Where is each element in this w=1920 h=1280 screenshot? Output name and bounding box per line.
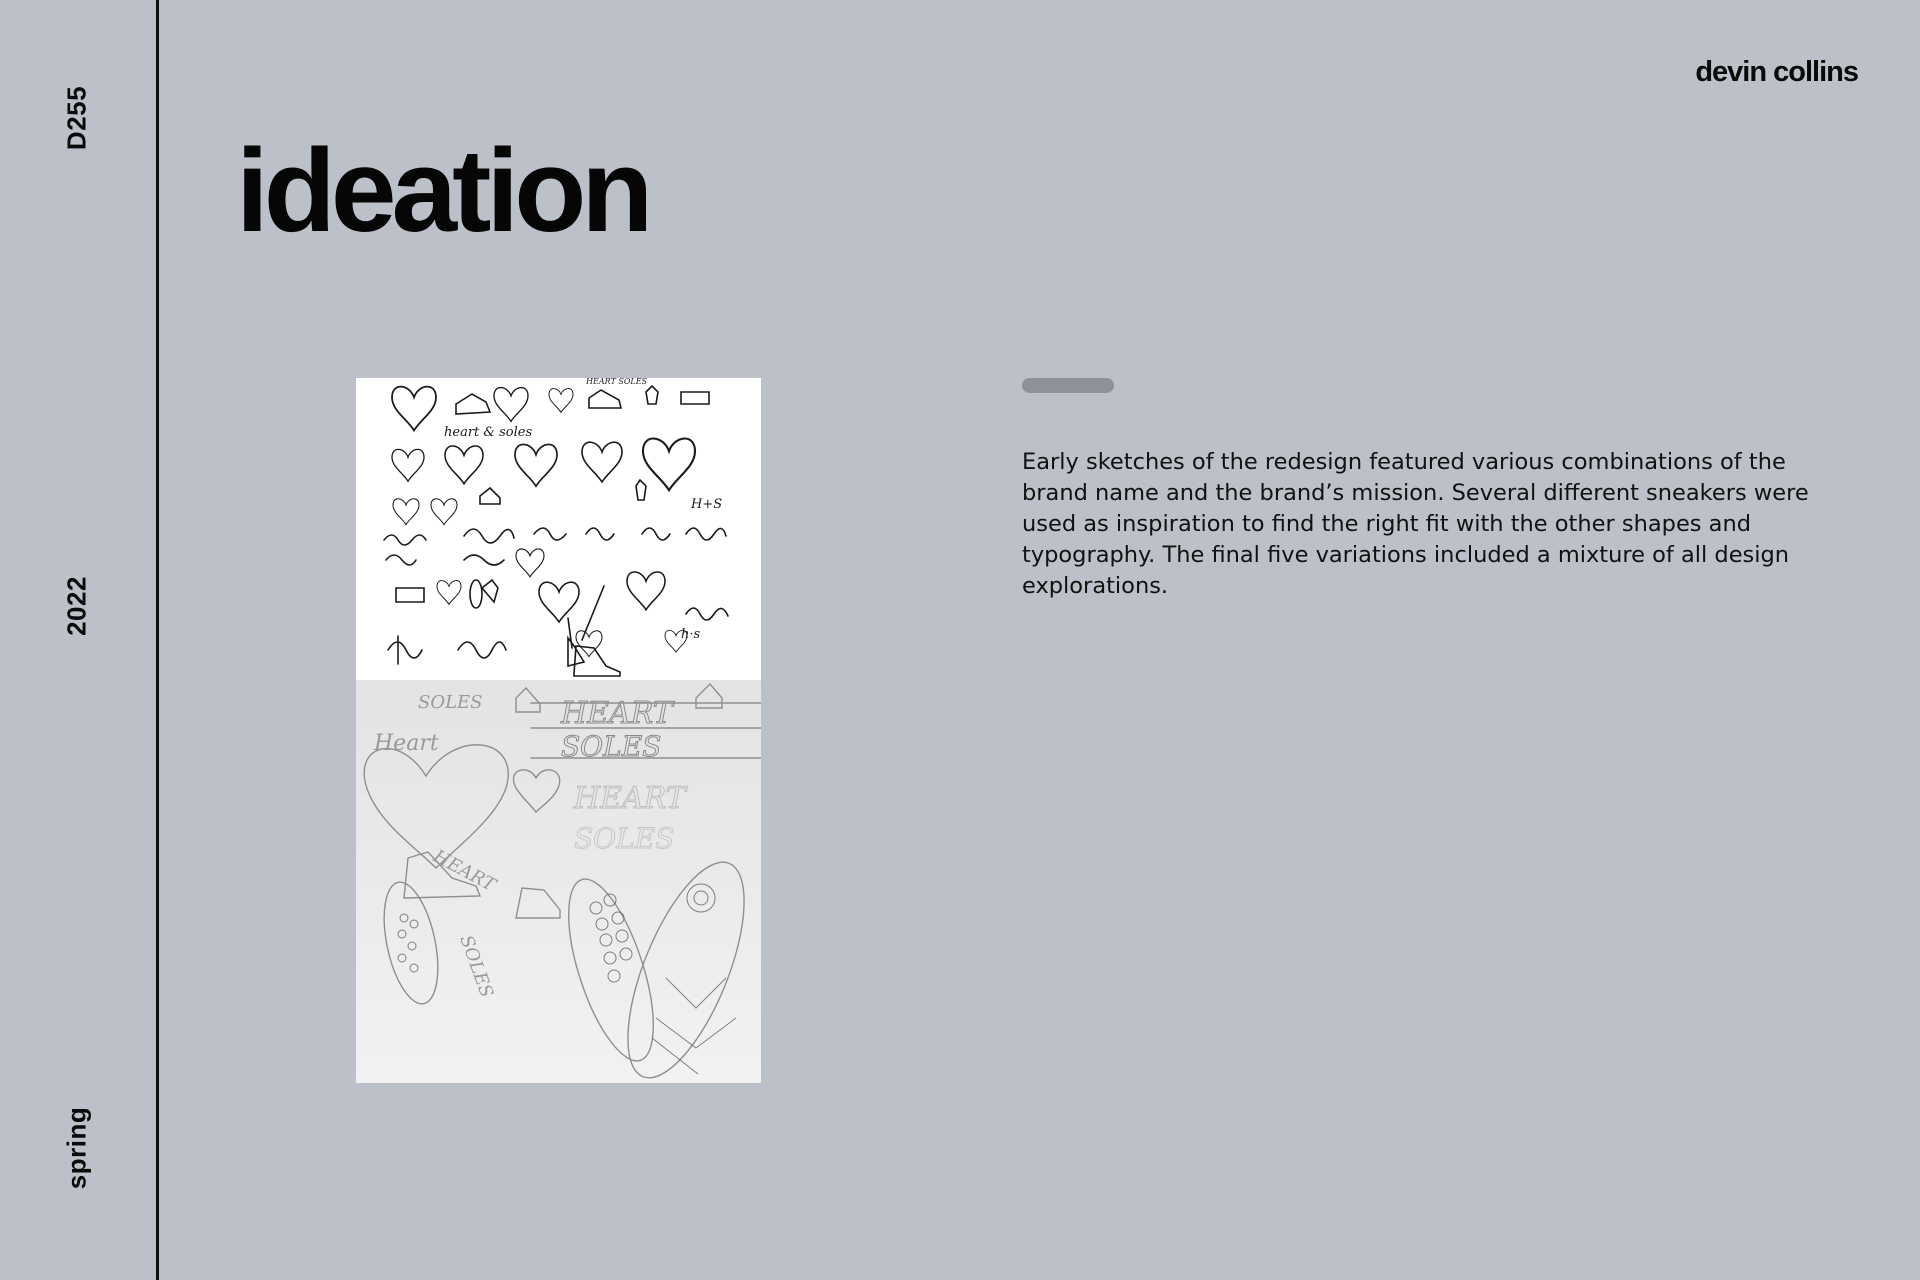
sketch-caption: HEART xyxy=(429,845,499,896)
sketch-caption: H+S xyxy=(691,497,723,512)
term-label: spring xyxy=(61,1106,92,1190)
year-label: 2022 xyxy=(61,576,92,636)
description-text: Early sketches of the redesign featured various combinations of the brand name and the brand’s mission. Several different sneakers were used as inspiration to find the right fit with the other shapes and typography. The final five variations included a mixture of all design explorations. xyxy=(1022,449,1809,599)
accent-bar xyxy=(1022,378,1114,393)
sketch-caption: SOLES xyxy=(418,692,483,713)
top-sketch-sheet xyxy=(356,378,761,680)
sketch-caption: h·s xyxy=(681,627,701,642)
sketch-caption: HEART xyxy=(574,781,686,816)
author-name: devin collins xyxy=(1695,56,1858,88)
course-code-label: D255 xyxy=(61,85,92,151)
sketch-caption: SOLES xyxy=(561,730,662,763)
sketch-caption: SOLES xyxy=(574,822,675,855)
sidebar-divider xyxy=(156,0,159,1280)
page-title: ideation xyxy=(236,125,649,257)
sketch-caption: SOLES xyxy=(455,932,498,1001)
sketch-image xyxy=(356,378,761,1083)
sketch-caption: HEART SOLES xyxy=(586,378,648,386)
sketch-caption: Heart xyxy=(374,731,439,756)
sketch-caption: HEART xyxy=(561,696,673,731)
sketch-caption: heart & soles xyxy=(444,425,533,440)
